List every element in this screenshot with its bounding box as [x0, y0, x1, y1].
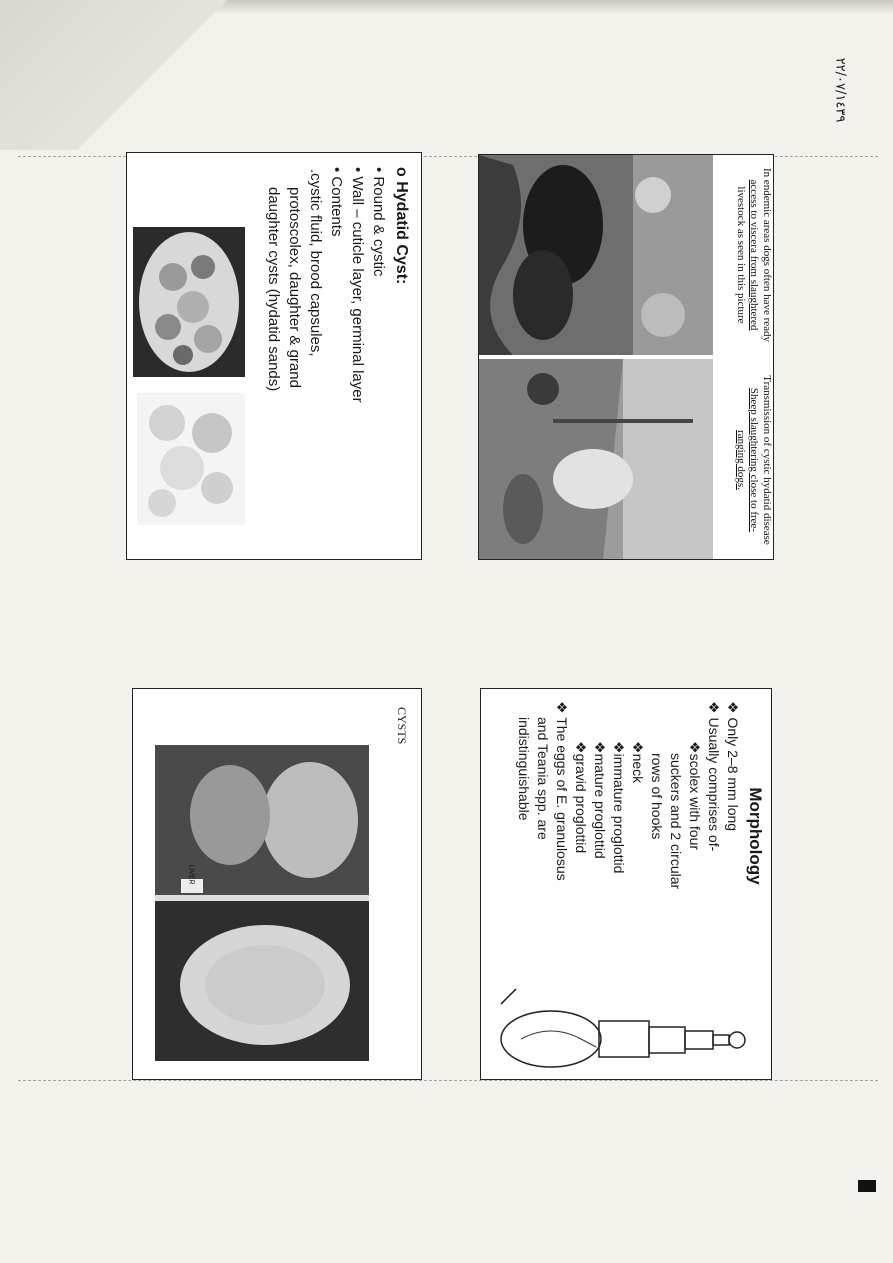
list-item: ❖ The eggs of E. granulosus	[554, 701, 570, 881]
bullet-item: • Wall – cuticle layer, germinal layer	[349, 167, 366, 403]
list-item: ❖immature proglottid	[611, 741, 627, 874]
handwritten-date: ٢٢/٠٧/١٤٣٩	[832, 57, 848, 123]
list-item: ❖mature proglottid	[592, 741, 608, 859]
list-item: ❖neck	[630, 741, 646, 784]
list-item: and Teania spp. are	[535, 717, 551, 840]
hydatid-heading: o Hydatid Cyst:	[393, 167, 410, 285]
hydatid-bullets	[264, 167, 388, 547]
bullet-item: • Contents	[328, 167, 345, 237]
contents-line: protoscolex, daughter & grand	[286, 187, 303, 388]
corner-mark	[858, 1180, 876, 1192]
slide-morphology	[480, 688, 772, 1080]
photo-liver-cysts	[155, 745, 369, 1061]
photo-hydatid-sand	[137, 393, 245, 525]
list-item: ❖ Usually comprises of-	[706, 701, 722, 852]
liver-label: LIVER	[187, 864, 195, 885]
cysts-label: CYSTS	[395, 707, 409, 745]
list-item: ❖ Only 2–8 mm long	[725, 701, 741, 832]
morphology-title: Morphology	[746, 787, 765, 885]
list-item: indistinguishable	[516, 717, 532, 821]
bullet-item: • Round & cystic	[370, 167, 387, 277]
folded-corner	[0, 0, 260, 150]
contents-line: .cystic fluid, brood capsules,	[307, 169, 324, 357]
caption-dogs: In endemic areas dogs often have ready access to viscera from slaughtered livestock as seen in this picture	[735, 167, 773, 343]
cut-line	[18, 1080, 878, 1081]
photo-dogs-viscera	[479, 155, 713, 355]
list-item: ❖scolex with four	[687, 741, 703, 851]
list-item: suckers and 2 circular	[668, 753, 684, 890]
slide-cysts	[132, 688, 422, 1080]
slide-transmission	[478, 154, 774, 560]
photo-cyst-cut	[133, 227, 245, 377]
caption-sheep: Transmission of cystic hydatid disease Sheep slaughtering close to free- ranging dogs.	[735, 375, 773, 545]
list-item: rows of hooks	[649, 753, 665, 840]
photo-sheep-slaughter	[479, 359, 713, 560]
list-item: ❖gravid proglottid	[573, 741, 589, 854]
tapeworm-diagram	[491, 959, 751, 1079]
slide-hydatid-cyst	[126, 152, 422, 560]
contents-line: daughter cysts (hydatid sands)	[265, 187, 282, 392]
